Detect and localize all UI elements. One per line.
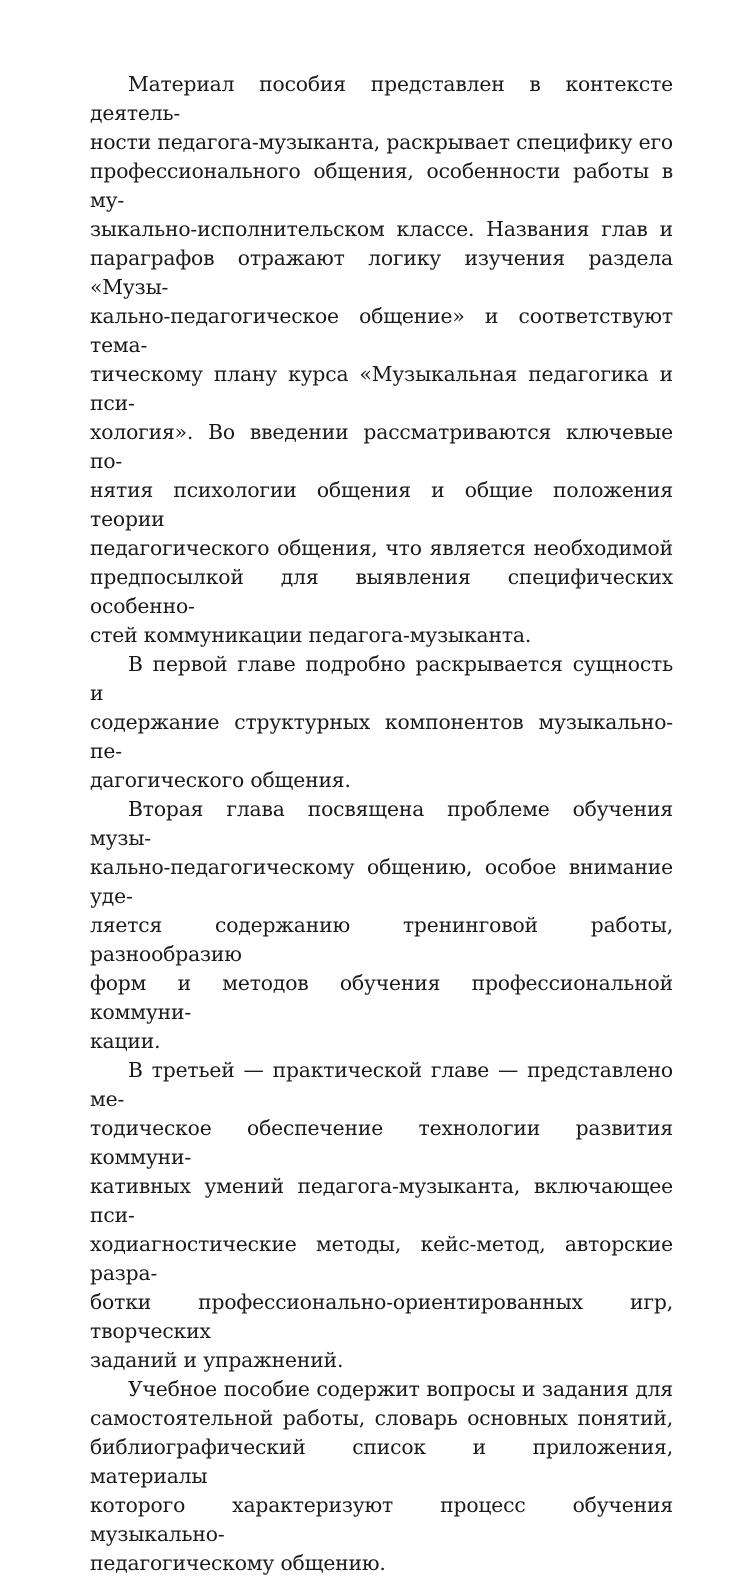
text-line: педагогического общения, что является необходимой (90, 536, 673, 560)
text-line: педагогическому общению. (90, 1551, 386, 1575)
text-line: ляется содержанию тренинговой работы, разнообразию (90, 913, 673, 966)
text-line: ходиагностические методы, кейс-метод, авторские разра- (90, 1232, 673, 1285)
text-line: нятия психологии общения и общие положения теории (90, 478, 673, 531)
paragraph-chapter-1 (90, 650, 673, 795)
paragraph-chapter-3 (90, 1056, 673, 1375)
text-line: зыкально-исполнительском классе. Названия глав и (90, 217, 673, 241)
text-line: кально-педагогическое общение» и соответствуют тема- (90, 304, 673, 357)
text-line: кации. (90, 1029, 161, 1053)
text-line: форм и методов обучения профессиональной коммуни- (90, 971, 673, 1024)
text-line: библиографический список и приложения, материалы (90, 1435, 673, 1488)
text-line: тическому плану курса «Музыкальная педагогика и пси- (90, 362, 673, 415)
text-line: кально-педагогическому общению, особое внимание уде- (90, 855, 673, 908)
paragraph-chapter-2 (90, 795, 673, 1056)
text-line: ботки профессионально-ориентированных игр, творческих (90, 1290, 673, 1343)
text-line: стей коммуникации педагога-музыканта. (90, 623, 532, 647)
text-line: параграфов отражают логику изучения раздела «Музы- (90, 246, 673, 299)
text-line: дагогического общения. (90, 768, 351, 792)
text-line: содержание структурных компонентов музыкально-пе- (90, 710, 673, 763)
text-line: Материал пособия представлен в контексте деятель- (90, 72, 673, 125)
text-line: Учебное пособие содержит вопросы и задания для (128, 1377, 673, 1401)
text-line: тодическое обеспечение технологии развития коммуни- (90, 1116, 673, 1169)
text-line: ности педагога-музыканта, раскрывает специфику его (90, 130, 673, 154)
text-line: самостоятельной работы, словарь основных понятий, (90, 1406, 673, 1430)
text-line: кативных умений педагога-музыканта, включающее пси- (90, 1174, 673, 1227)
text-line: профессионального общения, особенности работы в му- (90, 159, 673, 212)
text-line: Вторая глава посвящена проблеме обучения музы- (90, 797, 673, 850)
text-line: В первой главе подробно раскрывается сущность и (90, 652, 673, 705)
text-line: заданий и упражнений. (90, 1348, 344, 1372)
paragraph-intro (90, 70, 673, 650)
paragraph-contents (90, 1375, 673, 1578)
page-body (90, 70, 673, 1578)
text-line: хология». Во введении рассматриваются ключевые по- (90, 420, 673, 473)
text-line: которого характеризуют процесс обучения музыкально- (90, 1493, 673, 1546)
text-line: В третьей — практической главе — представлено ме- (90, 1058, 673, 1111)
text-line: предпосылкой для выявления специфических особенно- (90, 565, 673, 618)
